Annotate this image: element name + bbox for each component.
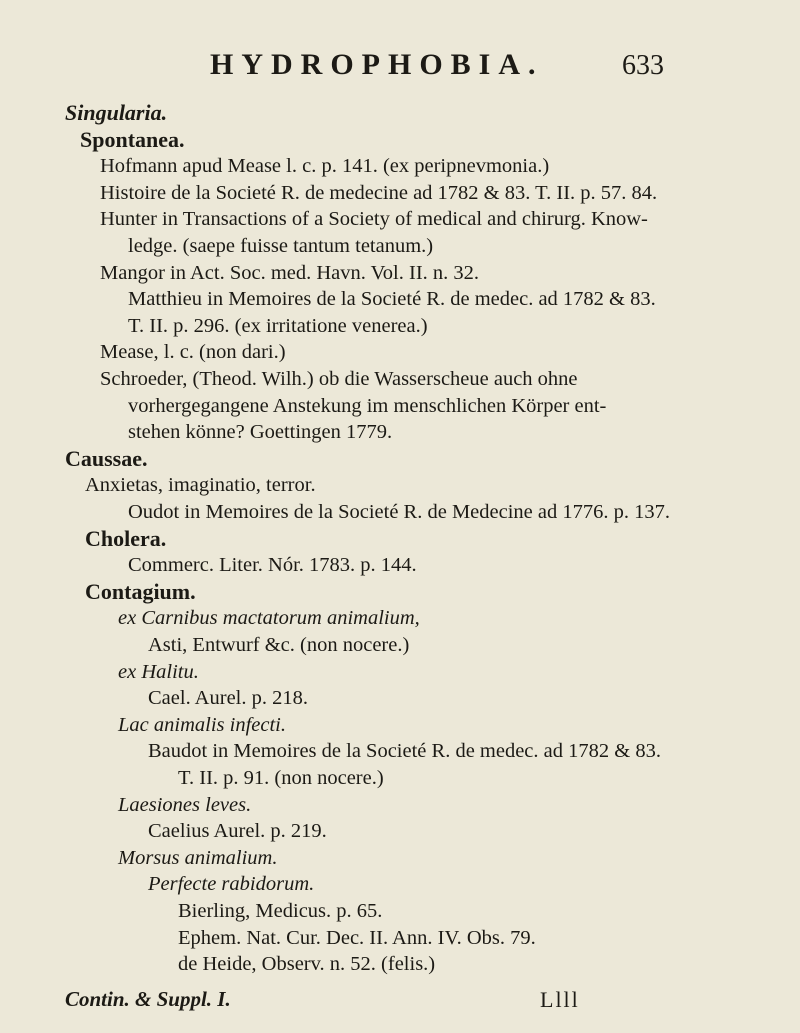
signature-mark: Llll <box>540 987 580 1012</box>
text-line: Caelius Aurel. p. 219. <box>148 820 327 843</box>
text-line: Morsus animalium. <box>118 846 278 869</box>
text-line: Hofmann apud Mease l. c. p. 141. (ex peripnevmonia.) <box>100 155 550 178</box>
page-header <box>0 44 800 94</box>
text-line: Anxietas, imaginatio, terror. <box>85 474 316 497</box>
text-line: Baudot in Memoires de la Societé R. de medec. ad 1782 & 83. <box>148 740 661 763</box>
text-line: ex Halitu. <box>118 660 199 683</box>
text-line: Oudot in Memoires de la Societé R. de Medecine ad 1776. p. 137. <box>128 501 670 523</box>
text-line: Cael. Aurel. p. 218. <box>148 687 308 710</box>
text-line: Ephem. Nat. Cur. Dec. II. Ann. IV. Obs. 79. <box>178 926 536 949</box>
text-line: Contagium. <box>85 578 196 604</box>
text-line: Asti, Entwurf &c. (non nocere.) <box>148 634 410 656</box>
custos-line: Contin. & Suppl. I. <box>65 987 231 1011</box>
text-line: stehen könne? Goettingen 1779. <box>128 421 393 444</box>
text-line: Mease, l. c. (non dari.) <box>100 341 286 364</box>
text-line: ex Carnibus mactatorum animalium, <box>118 607 420 630</box>
text-line: de Heide, Observ. n. 52. (felis.) <box>178 953 436 976</box>
text-line: Schroeder, (Theod. Wilh.) ob die Wasserscheue auch ohne <box>100 368 578 390</box>
text-line: Bierling, Medicus. p. 65. <box>178 900 383 922</box>
page-number: 633 <box>622 50 664 81</box>
text-line: Cholera. <box>85 525 167 551</box>
text-line: Laesiones leves. <box>118 793 252 816</box>
text-line: Lac animalis infecti. <box>118 713 286 736</box>
text-line: Matthieu in Memoires de la Societé R. de medec. ad 1782 & 83. <box>128 288 656 311</box>
text-line: Perfecte rabidorum. <box>148 873 315 896</box>
text-line: Spontanea. <box>80 126 185 152</box>
text-line: ledge. (saepe fuisse tantum tetanum.) <box>128 235 434 257</box>
page-footer <box>0 987 800 1017</box>
text-line: Hunter in Transactions of a Society of medical and chirurg. Know- <box>100 208 648 231</box>
text-line: T. II. p. 91. (non nocere.) <box>178 767 384 789</box>
text-line: Caussae. <box>65 445 148 471</box>
text-line: Commerc. Liter. Nór. 1783. p. 144. <box>128 554 417 577</box>
running-head: HYDROPHOBIA. <box>210 48 544 81</box>
text-line: Singularia. <box>65 100 168 125</box>
text-line: vorhergegangene Anstekung im menschlichen Körper ent- <box>128 394 607 417</box>
text-line: T. II. p. 296. (ex irritatione venerea.) <box>128 314 428 337</box>
text-line: Mangor in Act. Soc. med. Havn. Vol. II. n. 32. <box>100 261 480 284</box>
text-line: Histoire de la Societé R. de medecine ad 1782 & 83. T. II. p. 57. 84. <box>100 181 658 204</box>
